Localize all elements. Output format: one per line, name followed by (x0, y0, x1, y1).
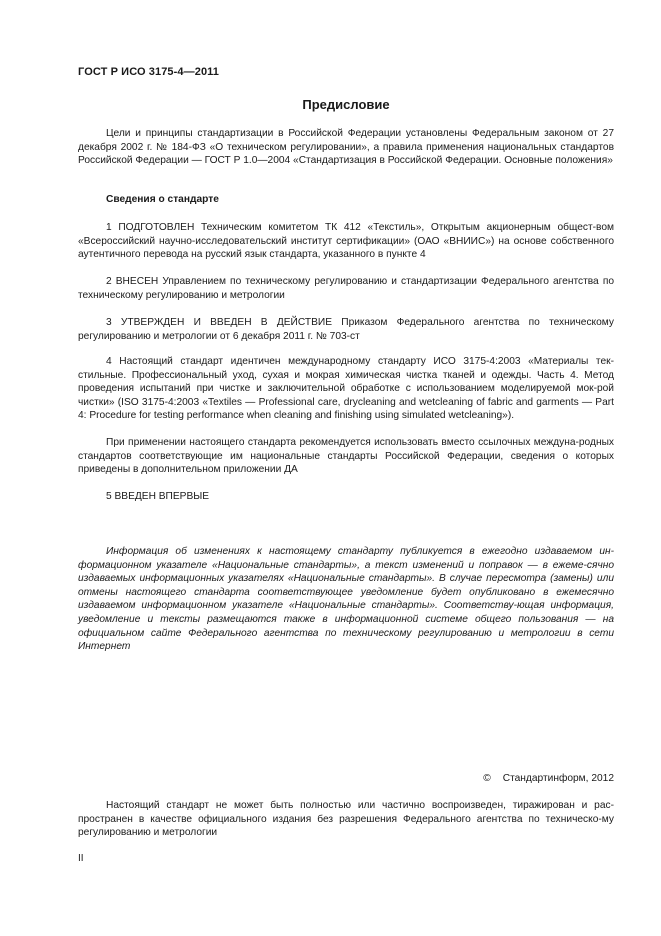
item-4-identical: 4 Настоящий стандарт идентичен международному стандарту ИСО 3175-4:2003 «Материалы тек-стильные. Профессиональный уход, сухая и мокрая химическая чистка тканей и одежды. Часть 4. Метод проведения испытаний при чистке и заключительной обработке с использованием моделируемой мок-рой чистки» (ISO 3175-4:2003 «Textiles — Professional care, drycleaning and wetcleaning of fabric and garments — Part 4: Procedure for testing performance when cleaning and finishing using simulated wetcleaning»). (78, 356, 614, 422)
info-notice: Информация об изменениях к настоящему стандарту публикуется в ежегодно издаваемом ин-формационном указателе «Национальные стандарты», а текст изменений и поправок — в ежеме-сячно издаваемых информационных указателях «Национальные стандарты». В случае пересмотра (замены) или отмены настоящего стандарта соответствующее уведомление будет опубликовано в ежемесячно издаваемом информационном указателе «Национальные стандарты». Соответству-ющая информация, уведомление и тексты размещаются также в информационной системе общего пользования — на официальном сайте Федерального агентства по техническому регулированию и метрологии в сети Интернет (78, 546, 614, 653)
document-code: ГОСТ Р ИСО 3175-4—2011 (78, 66, 219, 78)
reproduction-notice: Настоящий стандарт не может быть полностью или частично воспроизведен, тиражирован и рас-пространен в качестве официального издания без разрешения Федерального агентства по техническо-му регулированию и метрологии (78, 800, 614, 839)
copyright-text: Стандартинформ, 2012 (502, 773, 614, 784)
page-title: Предисловие (302, 97, 390, 112)
item-1-prepared: 1 ПОДГОТОВЛЕН Техническим комитетом ТК 412 «Текстиль», Открытым акционерным общест-вом «Всероссийский научно-исследовательский институт сертификации» (ОАО «ВНИИС») на основе собственного аутентичного перевода на русский язык стандарта, указанного в пункте 4 (78, 222, 614, 261)
item-4-note: При применении настоящего стандарта рекомендуется использовать вместо ссылочных междуна-родных стандартов соответствующие им национальные стандарты Российской Федерации, сведения о которых приведены в дополнительном приложении ДА (78, 437, 614, 476)
item-5-first-introduced: 5 ВВЕДЕН ВПЕРВЫЕ (106, 491, 210, 502)
copyright-icon: © (483, 773, 491, 784)
page-number: II (78, 853, 84, 864)
section-heading: Сведения о стандарте (106, 194, 219, 205)
intro-paragraph: Цели и принципы стандартизации в Российской Федерации установлены Федеральным законом от 27 декабря 2002 г. № 184-ФЗ «О техническом регулировании», а правила применения национальных стандартов Российской Федерации — ГОСТ Р 1.0—2004 «Стандартизация в Российской Федерации. Основные положения» (78, 128, 614, 167)
item-3-approved: 3 УТВЕРЖДЕН И ВВЕДЕН В ДЕЙСТВИЕ Приказом Федерального агентства по техническому регулированию и метрологии от 6 декабря 2011 г. № 703-ст (78, 317, 614, 342)
item-2-introduced: 2 ВНЕСЕН Управлением по техническому регулированию и стандартизации Федерального агентства по техническому регулированию и метрологии (78, 276, 614, 301)
copyright (483, 773, 614, 784)
